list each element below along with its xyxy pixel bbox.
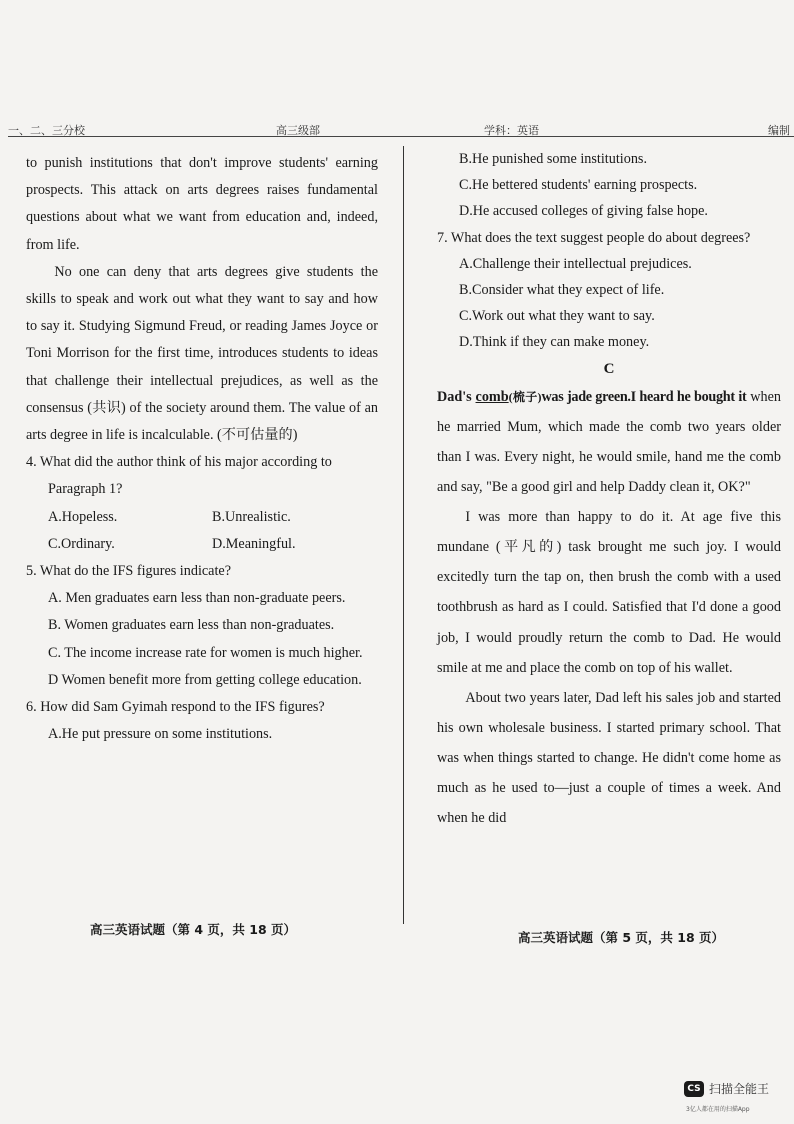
question-5-option-a: A. Men graduates earn less than non-graduate peers. [48,590,346,607]
question-5-option-b: B. Women graduates earn less than non-graduates. [48,617,335,634]
header-subject: 学科：英语 [484,125,539,137]
question-7-option-a: A.Challenge their intellectual prejudices. [459,255,692,272]
question-4-option-c: C.Ordinary. [48,535,115,552]
question-6-option-c: C.He bettered students' earning prospects. [459,177,698,194]
question-7-option-d: D.Think if they can make money. [459,334,650,351]
header-school: 一、二、三分校 [8,125,85,137]
question-4-stem: 4. What did the author think of his major according to Paragraph 1? [26,454,332,498]
question-6-stem: 6. How did Sam Gyimah respond to the IFS figures? [26,699,325,716]
scanner-watermark [684,1080,769,1097]
passage-paragraph-continued: to punish institutions that don't improve students' earning prospects. This attack on arts degrees raises fundamental questions about what we want from education and, indeed, from life. [26,155,378,253]
question-7-stem: 7. What does the text suggest people do about degrees? [437,229,751,246]
story-comb-gloss: (梳子) [508,389,542,404]
question-6-option-a: A.He put pressure on some institutions. [48,726,273,743]
question-4-option-a: A.Hopeless. [48,508,118,525]
header-rule [8,136,794,137]
story-paragraph-2: I was more than happy to do it. At age five this mundane (平凡的) task brought me such joy. I would excitedly turn the tap on, then brush the comb with a used toothbrush as hard as I could. Satisfied that I'd done a good job, I would proudly return the comb to Dad. He would smile at me and place the comb on top of his wallet. [437,509,781,676]
question-7-option-c: C.Work out what they want to say. [459,308,655,325]
right-column [437,146,781,833]
section-heading: C [603,360,615,377]
question-4 [26,449,378,558]
question-5 [26,558,378,694]
left-column [26,150,378,748]
footer-left-page: 高三英语试题（第 4 页，共 18 页） [90,922,297,937]
column-divider [403,146,404,924]
passage-paragraph-2: No one can deny that arts degrees give students the skills to speak and work out what they want to say and how to say it. Studying Sigmund Freud, or reading James Joyce or Toni Morrison for the first time, introduces students to ideas that challenge their intellectual prejudices, as well as the consensus (共识) of the society around them. The value of an arts degree in life is incalculable. (不可估量的) [26,263,378,444]
question-6-option-d: D.He accused colleges of giving false hope. [459,203,708,220]
question-6-continued [437,146,781,225]
story-p1-text: when he married Mum, which made the comb two years older than I was. Every night, he would smile, hand me the comb and say, "Be a good girl and help Daddy clean it, OK?" [437,388,781,496]
question-4-option-b: B.Unrealistic. [212,508,291,525]
story-paragraph-1 [437,382,781,502]
question-4-option-d: D.Meaningful. [212,535,296,552]
story-comb-word: comb [475,388,509,405]
scanner-name: 扫描全能王 [709,1082,770,1096]
question-6 [26,694,378,748]
question-7 [437,225,781,356]
question-5-stem: 5. What do the IFS figures indicate? [26,563,232,580]
question-7-option-b: B.Consider what they expect of life. [459,282,665,299]
question-5-option-d: D Women benefit more from getting college education. [48,671,362,688]
question-5-option-c: C. The income increase rate for women is much higher. [48,644,363,661]
camscanner-icon: CS [684,1081,704,1097]
scanner-tagline: 3亿人都在用的扫描App [686,1106,750,1113]
question-6-option-b: B.He punished some institutions. [459,151,647,167]
header-editor: 编制 [768,125,790,137]
story-c [437,382,781,833]
footer-right-page: 高三英语试题（第 5 页，共 18 页） [518,930,725,945]
story-dads: Dad's [437,388,476,405]
story-paragraph-3: About two years later, Dad left his sales job and started his own wholesale business. I started primary school. That was when things started to change. He didn't come home as much as he used to—just a couple of times a week. And when he did [437,689,781,827]
header-grade: 高三级部 [276,125,320,137]
story-bold-rest: was jade green.I heard he bought it [541,388,747,405]
